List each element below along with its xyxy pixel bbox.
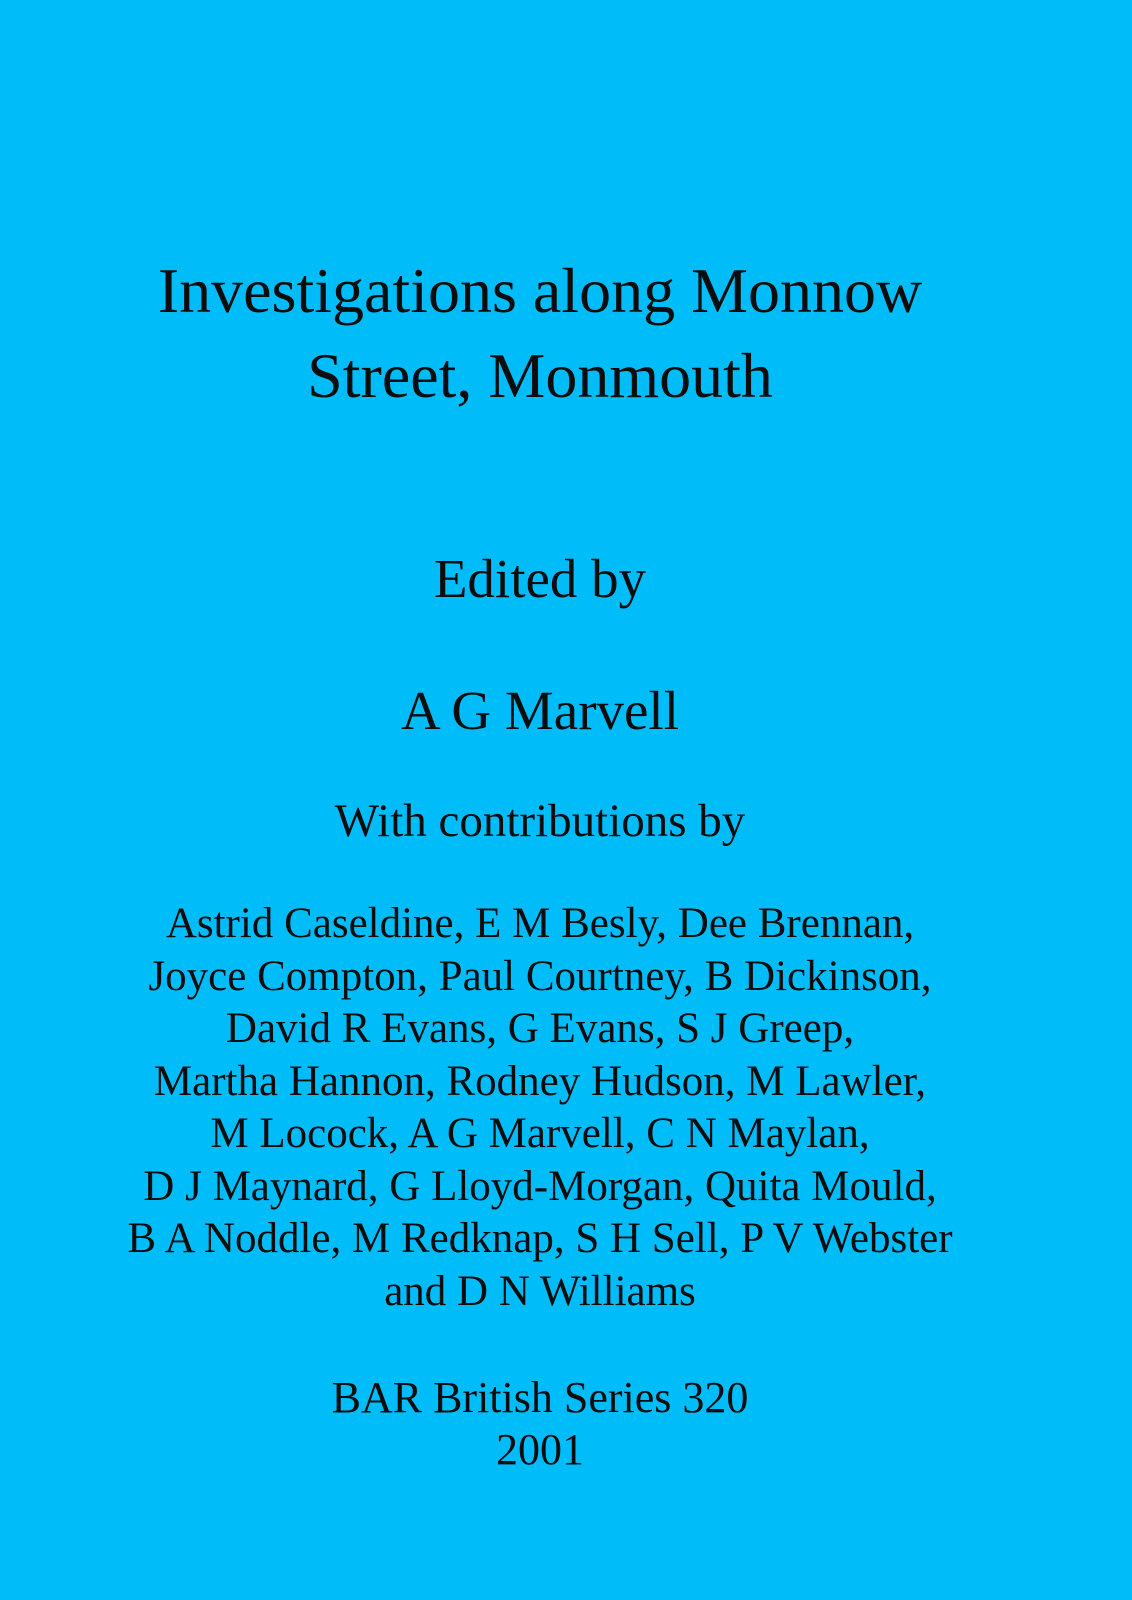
book-title (0, 248, 1080, 418)
contributors-line: Martha Hannon, Rodney Hudson, M Lawler, (153, 1057, 927, 1105)
contributors-line: and D N Williams (384, 1267, 696, 1315)
contributors-line: B A Noddle, M Redknap, S H Sell, P V Webster (127, 1215, 953, 1262)
publication-year: 2001 (496, 1425, 584, 1474)
contributors-line: David R Evans, G Evans, S J Greep, (225, 1005, 855, 1052)
book-title-line-2: Street, Monmouth (307, 340, 773, 411)
contributions-label: With contributions by (334, 795, 746, 847)
contributors-line: Astrid Caseldine, E M Besly, Dee Brennan, (165, 900, 915, 947)
edited-by-label: Edited by (433, 548, 647, 609)
contributors-list (0, 898, 1080, 1318)
series-title: BAR British Series 320 (331, 1373, 749, 1422)
editor-name: A G Marvell (400, 680, 679, 741)
book-title-line-1: Investigations along Monnow (157, 255, 923, 326)
contributors-line: M Locock, A G Marvell, C N Maylan, (210, 1110, 870, 1157)
contributors-line: D J Maynard, G Lloyd-Morgan, Quita Mould, (143, 1162, 937, 1210)
contributors-line: Joyce Compton, Paul Courtney, B Dickinson, (148, 952, 932, 1000)
